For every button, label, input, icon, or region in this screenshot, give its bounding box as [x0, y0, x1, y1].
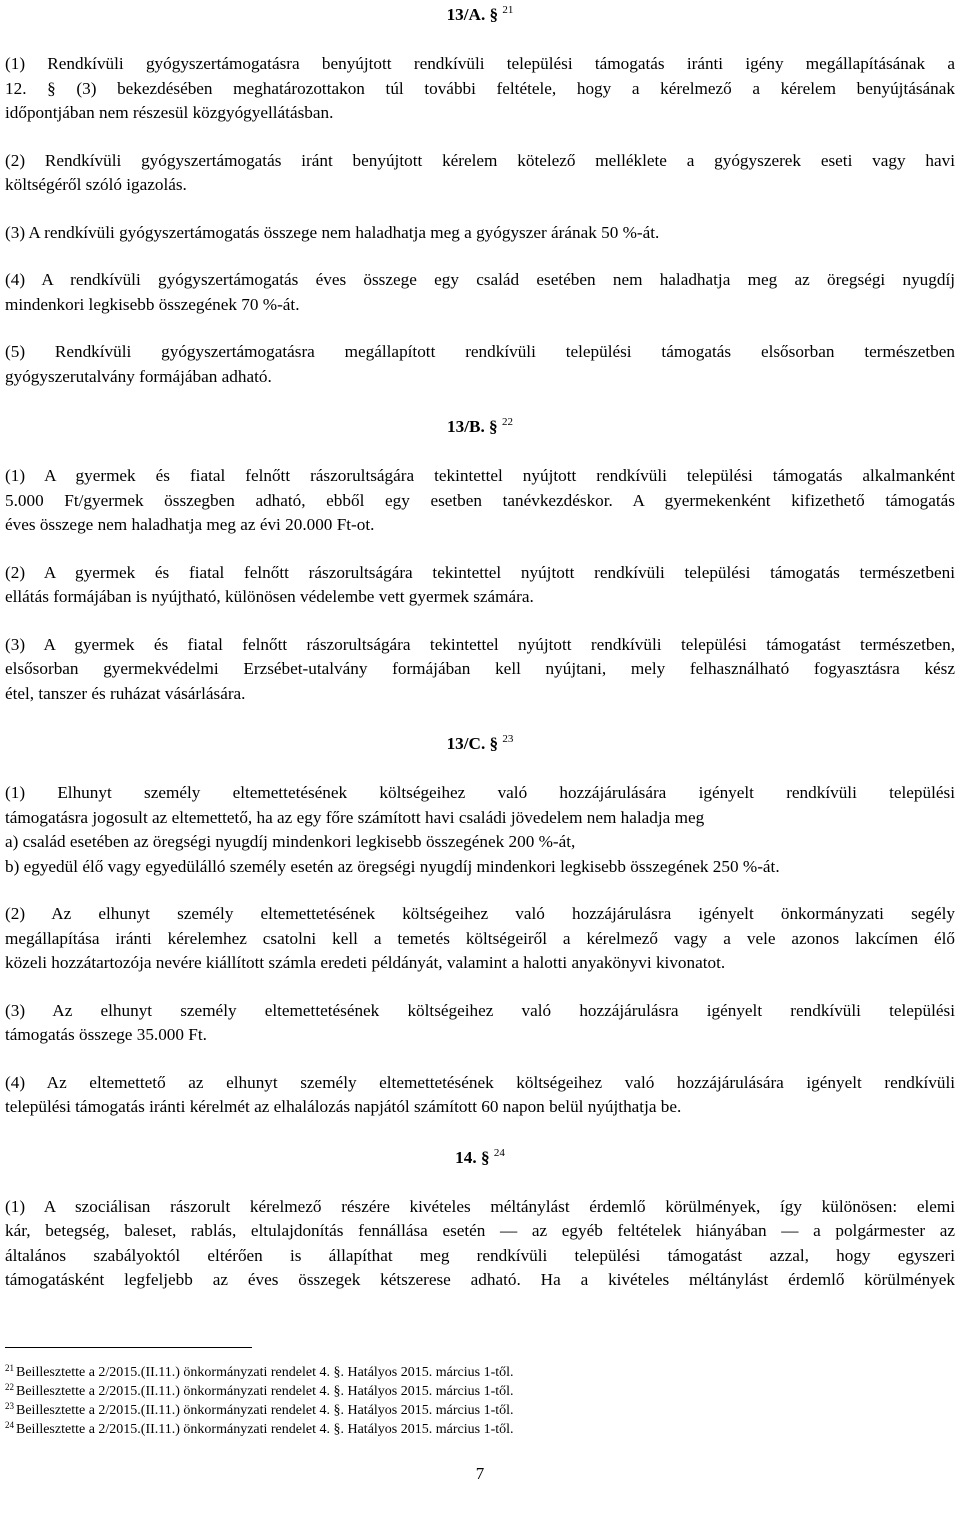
section-heading: 14. § $^{24}$ [455, 1146, 505, 1167]
footnotes [5, 1363, 905, 1439]
section-heading: 13/A. § $^{21}$ [446, 4, 514, 24]
paragraph: (2) Rendkívüli gyógyszertámogatás iránt benyújtott kérelem kötelező melléklete a gyógyszerek eseti vagy havi költségéről szóló igazolás. [5, 150, 955, 194]
footnote: $^{22}$ Beillesztette a 2/2015.(II.11.) önkormányzati rendelet 4. §. Hatályos 2015. március 1-től. [5, 1382, 514, 1399]
footnote-ref: 21 [502, 4, 514, 16]
paragraph: (1) Elhunyt személy eltemettetésének költségeihez való hozzájárulására igényelt rendkívüli települési támogatásra jogosult az eltemettető, ha az egy főre számított havi családi jövedelem nem haladja meg a) család esetében az öregségi nyugdíj mindenkori legkisebb összegének 200 %-át, b) egyedül élő vagy egyedülálló személy esetén az öregségi nyugdíj mindenkori legkisebb összegének 250 %-át. [5, 783, 955, 876]
paragraph: (4) A rendkívüli gyógyszertámogatás éves összege egy család esetében nem haladhatja meg az öregségi nyugdíj mindenkori legkisebb összegének 70 %-át. [5, 270, 955, 314]
section-heading: 13/C. § $^{23}$ [446, 733, 514, 753]
section-heading: 13/B. § $^{22}$ [447, 416, 513, 436]
paragraph: (3) A gyermek és fiatal felnőtt rászorultságára tekintettel nyújtott rendkívüli települési támogatást természetben, elsősorban gyermekvédelmi Erzsébet-utalvány formájában kell nyújtani, mely felhasználható fogyasztásra kész étel, tanszer és ruházat vásárlására. [5, 634, 955, 703]
footnote-separator [5, 1347, 252, 1348]
footnote-ref: 24 [493, 1146, 505, 1159]
footnote: $^{23}$ Beillesztette a 2/2015.(II.11.) önkormányzati rendelet 4. §. Hatályos 2015. március 1-től. [5, 1401, 514, 1418]
footnote-ref: 23 [502, 733, 514, 745]
paragraph: (4) Az eltemettető az elhunyt személy eltemettetésének költségeihez való hozzájárulására igényelt rendkívüli települési támogatás iránti kérelmét az elhalálozás napjától számított 60 napon belül nyújthatja be. [5, 1072, 955, 1116]
footnote-ref: 22 [501, 416, 513, 428]
page-number: 7 [475, 1464, 485, 1483]
paragraph: (1) A szociálisan rászorult kérelmező részére kivételes méltánylást érdemlő körülmények, így különösen: elemi kár, betegség, baleset, rablás, eltulajdonítás fennállása esetén — az egyéb feltételek hiányában — a polgármester az általános szabályoktól eltérően is állapíthat meg rendkívüli települési támogatást azzal, hogy egyszeri támogatásként legfeljebb az éves összegek kétszerese adható. Ha a kivételes méltánylást érdemlő körülmények [5, 1196, 955, 1289]
paragraph: (1) Rendkívüli gyógyszertámogatásra benyújtott rendkívüli települési támogatás iránti igény megállapításának a 12. § (3) bekezdésében meghatározottakon túl további feltétele, hogy a kérelmező a kérelem benyújtásának időpontjában nem részesül közgyógyellátásban. [5, 54, 955, 122]
paragraph: (2) Az elhunyt személy eltemettetésének költségeihez való hozzájárulásra igényelt önkormányzati segély megállapítása iránti kérelemhez csatolni kell a temetés költségeiről a kérelmező vagy a vele azonos lakcímen élő közeli hozzátartozója nevére kiállított számla eredeti példányát, valamint a halotti anyakönyvi kivonatot. [5, 904, 955, 972]
footnote: $^{24}$ Beillesztette a 2/2015.(II.11.) önkormányzati rendelet 4. §. Hatályos 2015. március 1-től. [5, 1420, 514, 1437]
paragraph: (1) A gyermek és fiatal felnőtt rászorultságára tekintettel nyújtott rendkívüli települési támogatás alkalmanként 5.000 Ft/gyermek összegben adható, ebből egy esetben tanévkezdéskor. A gyermekenként kifizethető támogatás éves összege nem haladhatja meg az évi 20.000 Ft-ot. [5, 466, 955, 534]
paragraph: (3) A rendkívüli gyógyszertámogatás összege nem haladhatja meg a gyógyszer árának 50 %-át. [5, 222, 660, 242]
paragraph: (2) A gyermek és fiatal felnőtt rászorultságára tekintettel nyújtott rendkívüli települési támogatás természetbeni ellátás formájában is nyújtható, különösen védelembe vett gyermek számára. [5, 562, 955, 606]
document-page [5, 0, 955, 1293]
paragraph: (5) Rendkívüli gyógyszertámogatásra megállapított rendkívüli települési támogatás elsősorban természetben gyógyszerutalvány formájában adható. [5, 342, 955, 386]
paragraph: (3) Az elhunyt személy eltemettetésének költségeihez való hozzájárulásra igényelt rendkívüli települési támogatás összege 35.000 Ft. [5, 1000, 955, 1044]
footnote: $^{21}$ Beillesztette a 2/2015.(II.11.) önkormányzati rendelet 4. §. Hatályos 2015. március 1-től. [5, 1363, 514, 1380]
